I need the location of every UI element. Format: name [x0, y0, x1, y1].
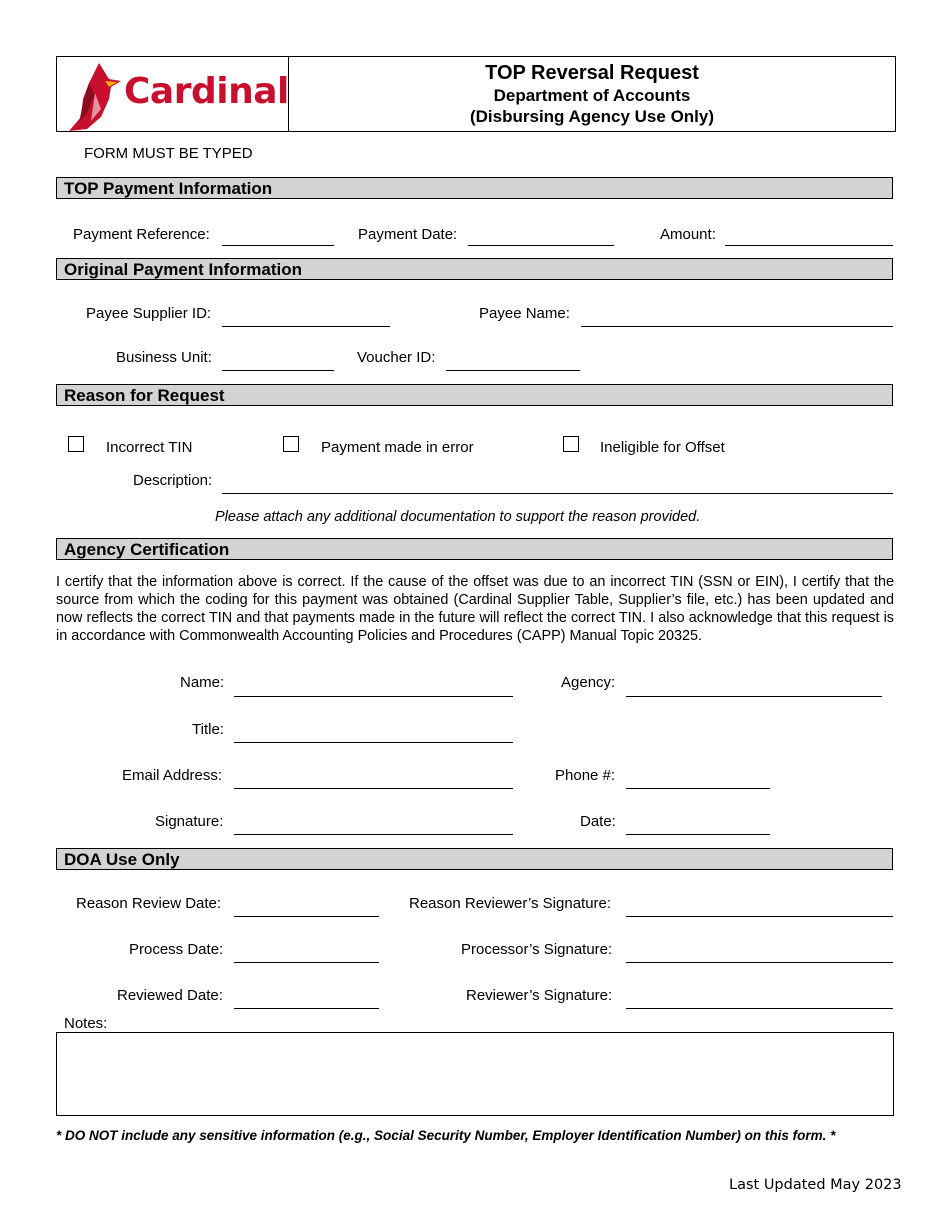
- agency-field[interactable]: [626, 696, 882, 697]
- sensitive-info-warning: * DO NOT include any sensitive information (e.g., Social Security Number, Employer Identification Number) on this form. *: [56, 1128, 836, 1143]
- amount-field[interactable]: [725, 245, 893, 246]
- date-label: Date:: [580, 813, 616, 830]
- phone-label: Phone #:: [555, 767, 616, 784]
- signature-field[interactable]: [234, 834, 513, 835]
- certification-text: I certify that the information above is correct. If the cause of the offset was due to an incorrect TIN (SSN or EIN), I certify that the source from which the coding for this payment was obtained (Cardinal Supplier Table, Supplier’s file, etc.) has been updated and now reflects the correct TIN and that payments made in the future will reflect the correct TIN. I also acknowledge that this request is in accordance with Commonwealth Accounting Policies and Procedures (CAPP) Manual Topic 20325.: [56, 574, 894, 644]
- form-subtitle-use: (Disbursing Agency Use Only): [469, 107, 715, 126]
- reviewed-date-field[interactable]: [234, 1008, 379, 1009]
- form-header: [56, 56, 896, 132]
- reviewer-signature-label: Reviewer’s Signature:: [466, 987, 613, 1004]
- notes-field[interactable]: [56, 1032, 894, 1116]
- reviewed-date-label: Reviewed Date:: [117, 987, 223, 1004]
- ineligible-for-offset-label: Ineligible for Offset: [600, 439, 725, 456]
- section-original-payment: Original Payment Information: [56, 258, 893, 280]
- title-field[interactable]: [234, 742, 513, 743]
- phone-field[interactable]: [626, 788, 770, 789]
- process-date-label: Process Date:: [129, 941, 224, 958]
- email-label: Email Address:: [122, 767, 223, 784]
- payment-date-field[interactable]: [468, 245, 614, 246]
- payee-supplier-id-label: Payee Supplier ID:: [86, 305, 212, 322]
- section-certification: Agency Certification: [56, 538, 893, 560]
- attach-documentation-note: Please attach any additional documentation to support the reason provided.: [215, 509, 701, 525]
- payment-reference-label: Payment Reference:: [73, 226, 210, 243]
- amount-label: Amount:: [660, 226, 716, 243]
- name-field[interactable]: [234, 696, 513, 697]
- date-field[interactable]: [626, 834, 770, 835]
- payment-reference-field[interactable]: [222, 245, 334, 246]
- payee-name-label: Payee Name:: [479, 305, 570, 322]
- ineligible-for-offset-checkbox[interactable]: [563, 436, 579, 452]
- description-field[interactable]: [222, 493, 893, 494]
- title-block: [289, 57, 895, 131]
- incorrect-tin-checkbox[interactable]: [68, 436, 84, 452]
- last-updated: Last Updated May 2023: [729, 1177, 902, 1193]
- email-field[interactable]: [234, 788, 513, 789]
- processor-signature-field[interactable]: [626, 962, 893, 963]
- voucher-id-label: Voucher ID:: [357, 349, 436, 366]
- section-doa: DOA Use Only: [56, 848, 893, 870]
- incorrect-tin-label: Incorrect TIN: [106, 439, 193, 456]
- title-label: Title:: [192, 721, 224, 738]
- processor-signature-label: Processor’s Signature:: [461, 941, 613, 958]
- reason-reviewer-signature-field[interactable]: [626, 916, 893, 917]
- name-label: Name:: [180, 674, 225, 691]
- signature-label: Signature:: [155, 813, 224, 830]
- payee-name-field[interactable]: [581, 326, 893, 327]
- form-subtitle-department: Department of Accounts: [493, 86, 691, 105]
- cardinal-bird-icon: [65, 59, 125, 131]
- description-label: Description:: [133, 472, 213, 489]
- logo-text: Cardinal: [124, 71, 289, 112]
- business-unit-field[interactable]: [222, 370, 334, 371]
- reason-review-date-label: Reason Review Date:: [76, 895, 222, 912]
- section-reason: Reason for Request: [56, 384, 893, 406]
- payment-date-label: Payment Date:: [358, 226, 458, 243]
- form-must-be-typed: FORM MUST BE TYPED: [84, 145, 253, 162]
- reason-review-date-field[interactable]: [234, 916, 379, 917]
- section-top-payment: TOP Payment Information: [56, 177, 893, 199]
- agency-label: Agency:: [561, 674, 616, 691]
- reviewer-signature-field[interactable]: [626, 1008, 893, 1009]
- payee-supplier-id-field[interactable]: [222, 326, 390, 327]
- payment-made-in-error-label: Payment made in error: [321, 439, 474, 456]
- notes-label: Notes:: [64, 1015, 108, 1032]
- voucher-id-field[interactable]: [446, 370, 580, 371]
- business-unit-label: Business Unit:: [116, 349, 212, 366]
- form-title: TOP Reversal Request: [485, 62, 699, 84]
- reason-reviewer-signature-label: Reason Reviewer’s Signature:: [409, 895, 612, 912]
- payment-made-in-error-checkbox[interactable]: [283, 436, 299, 452]
- process-date-field[interactable]: [234, 962, 379, 963]
- logo: [57, 57, 289, 131]
